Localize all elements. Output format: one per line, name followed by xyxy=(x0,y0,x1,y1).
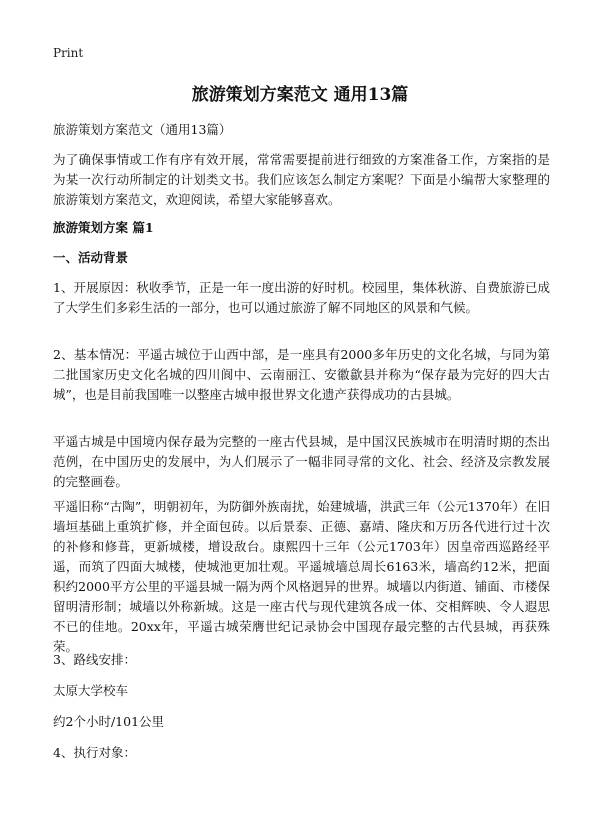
paragraph-route: 3、路线安排： xyxy=(53,652,136,667)
heading-activity-background: 一、活动背景 xyxy=(53,250,129,265)
paragraph-reason: 1、开展原因：秋收季节，正是一年一度出游的好时机。校园里，集体秋游、自费旅游已成了大学生们多彩生活的一部分，也可以通过旅游了解不同地区的风景和气候。 xyxy=(53,280,550,315)
subtitle: 旅游策划方案范文（通用13篇） xyxy=(53,122,232,137)
section-title: 旅游策划方案 篇1 xyxy=(53,220,154,235)
paragraph-ancient-city: 平遥古城是中国境内保存最为完整的一座古代县城，是中国汉民族城市在明清时期的杰出范例，在中国历史的发展中，为人们展示了一幅非同寻常的文化、社会、经济及宗教发展的完整画卷。 xyxy=(53,434,550,489)
paragraph-target: 4、执行对象： xyxy=(53,745,136,760)
paragraph-distance: 约2个小时/101公里 xyxy=(53,714,165,729)
page-title: 旅游策划方案范文 通用13篇 xyxy=(191,85,409,105)
intro-paragraph: 为了确保事情或工作有序有效开展，常常需要提前进行细致的方案准备工作，方案指的是为某一次行动所制定的计划类文书。我们应该怎么制定方案呢？下面是小编帮大家整理的旅游策划方案范文，欢迎阅读，希望大家能够喜欢。 xyxy=(53,152,550,207)
paragraph-bus: 太原大学校车 xyxy=(53,683,129,698)
paragraph-history: 平遥旧称“古陶”，明朝初年，为防御外族南扰，始建城墙，洪武三年（公元1370年）在旧墙垣基础上重筑扩修，并全面包砖。以后景泰、正德、嘉靖、隆庆和万历各代进行过十次的补修和修葺，更新城楼，增设敌台。康熙四十三年（公元1703年）因皇帝西巡路经平遥，而筑了四面大城楼，使城池更加壮观。平遥城墙总周长6163米，墙高约12米，把面积约2000平方公里的平遥县城一隔为两个风格迥异的世界。城墙以内街道、铺面、市楼保留明清形制；城墙以外称新城。这是一座古代与现代建筑各成一体、交相辉映、令人遐思不已的佳地。20xx年，平遥古城荣膺世纪记录协会中国现存最完整的古代县城，再获殊荣。 xyxy=(53,499,550,654)
paragraph-basic-info: 2、基本情况：平遥古城位于山西中部，是一座具有2000多年历史的文化名城，与同为第二批国家历史文化名城的四川阆中、云南丽江、安徽歙县并称为“保存最为完好的四大古城”，也是目前我国唯一以整座古城申报世界文化遗产获得成功的古县城。 xyxy=(53,347,550,402)
print-label[interactable]: Print xyxy=(53,46,84,60)
